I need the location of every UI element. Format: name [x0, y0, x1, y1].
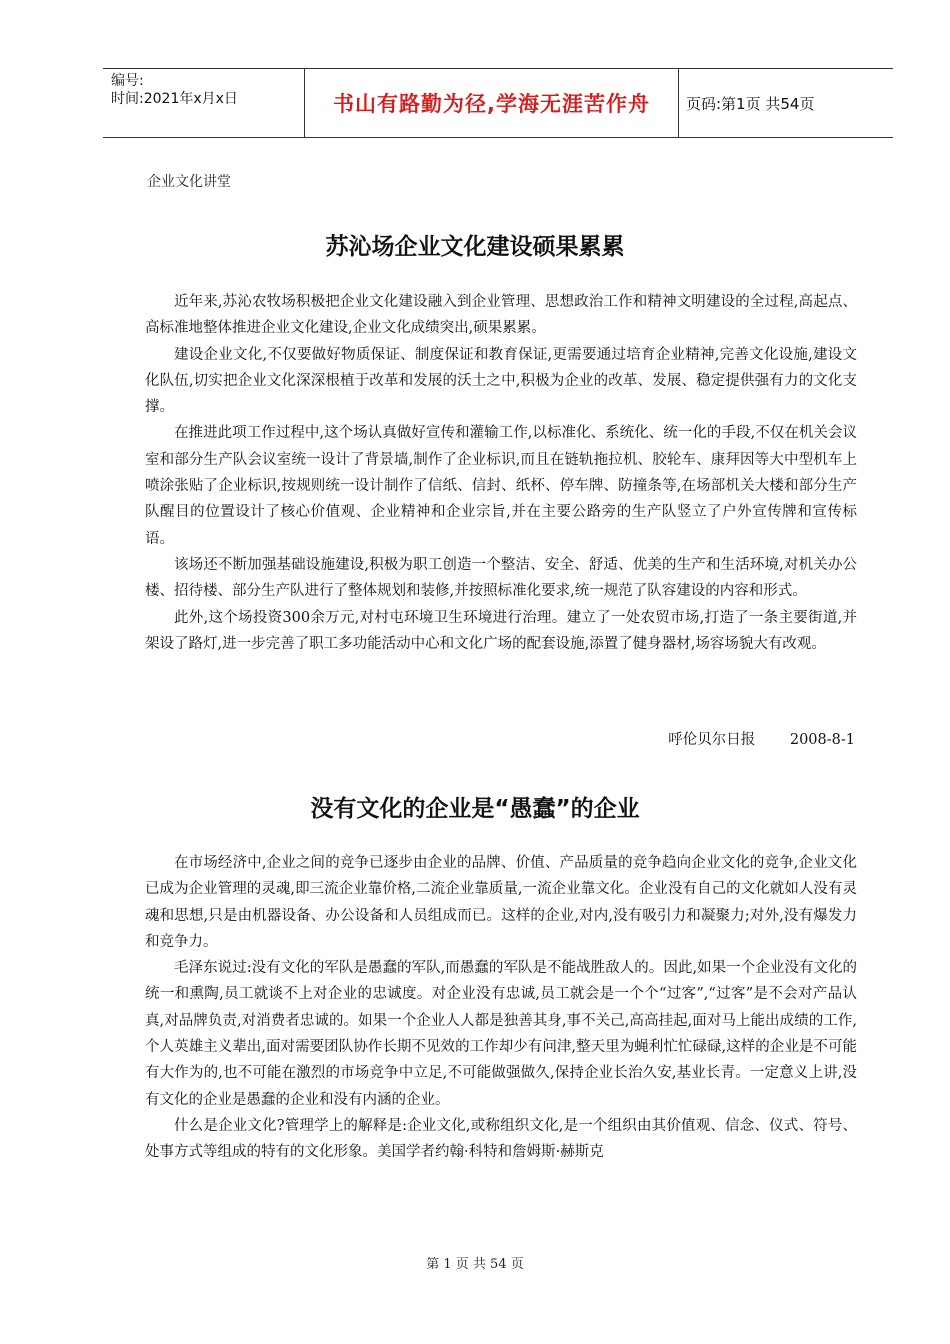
paragraph: 建设企业文化,不仅要做好物质保证、制度保证和教育保证,更需要通过培育企业精神,完善文化设施,建设文化队伍,切实把企业文化深深根植于改革和发展的沃土之中,积极为企业的改革、发展、稳定提供强有力的文化支撑。	[145, 346, 857, 416]
article1-title: 苏沁场企业文化建设硕果累累	[325, 234, 625, 260]
paragraph: 此外,这个场投资300余万元,对村屯环境卫生环境进行治理。建立了一处农贸市场,打造了一条主要街道,并架设了路灯,进一步完善了职工多功能活动中心和文化广场的配套设施,添置了健身器材,场容场貌大有改观。	[145, 609, 857, 652]
date-label: 时间:2021年x月x日	[111, 91, 238, 107]
article2-body	[145, 850, 857, 1166]
paragraph: 在市场经济中,企业之间的竞争已逐步由企业的品牌、价值、产品质量的竞争趋向企业文化的竞争,企业文化已成为企业管理的灵魂,即三流企业靠价格,二流企业靠质量,一流企业靠文化。企业没有自己的文化就如人没有灵魂和思想,只是由机器设备、办公设备和人员组成而已。这样的企业,对内,没有吸引力和凝聚力;对外,没有爆发力和竞争力。	[145, 855, 857, 950]
header-divider	[678, 69, 679, 137]
paragraph: 毛泽东说过:没有文化的军队是愚蠢的军队,而愚蠢的军队是不能战胜敌人的。因此,如果一个企业没有文化的统一和熏陶,员工就谈不上对企业的忠诚度。对企业没有忠诚,员工就会是一个个“过客”,“过客”是不会对产品认真,对品牌负责,对消费者忠诚的。如果一个企业人人都是独善其身,事不关己,高高挂起,面对马上能出成绩的工作,个人英雄主义辈出,面对需要团队协作长期不见效的工作却少有问津,整天里为蝇利忙忙碌碌,这样的企业是不可能有大作为的,也不可能在激烈的市场竞争中立足,不可能做强做久,保持企业长治久安,基业长青。一定意义上讲,没有文化的企业是愚蠢的企业和没有内涵的企业。	[145, 960, 857, 1108]
page-footer: 第 1 页 共 54 页	[426, 1257, 524, 1272]
section-label: 企业文化讲堂	[147, 174, 231, 190]
number-label: 编号:	[111, 73, 144, 89]
article2-title: 没有文化的企业是“愚蠢”的企业	[310, 796, 640, 822]
header-table	[103, 68, 893, 138]
header-page-label: 页码:第1页 共54页	[686, 94, 815, 113]
header-motto: 书山有路勤为径,学海无涯苦作舟	[333, 92, 650, 116]
paragraph: 该场还不断加强基础设施建设,积极为职工创造一个整洁、安全、舒适、优美的生产和生活环境,对机关办公楼、招待楼、部分生产队进行了整体规划和装修,并按照标准化要求,统一规范了队容建设的内容和形式。	[145, 556, 857, 600]
article1-byline	[668, 728, 855, 749]
date: 2008-8-1	[789, 732, 855, 748]
source: 呼伦贝尔日报	[668, 732, 756, 748]
article1-body	[145, 289, 857, 657]
header-meta	[111, 72, 238, 108]
paragraph: 在推进此项工作过程中,这个场认真做好宣传和灌输工作,以标准化、系统化、统一化的手段,不仅在机关会议室和部分生产队会议室统一设计了背景墙,制作了企业标识,而且在链轨拖拉机、胶轮车、康拜因等大中型机车上喷涂张贴了企业标识,按规则统一设计制作了信纸、信封、纸杯、停车牌、防撞条等,在场部机关大楼和部分生产队醒目的位置设计了核心价值观、企业精神和企业宗旨,并在主要公路旁的生产队竖立了户外宣传牌和宣传标语。	[145, 425, 857, 547]
paragraph: 近年来,苏沁农牧场积极把企业文化建设融入到企业管理、思想政治工作和精神文明建设的全过程,高起点、高标准地整体推进企业文化建设,企业文化成绩突出,硕果累累。	[145, 294, 857, 337]
paragraph: 什么是企业文化?管理学上的解释是:企业文化,或称组织文化,是一个组织由其价值观、信念、仪式、符号、处事方式等组成的特有的文化形象。美国学者约翰·科特和詹姆斯·赫斯克	[145, 1117, 857, 1161]
